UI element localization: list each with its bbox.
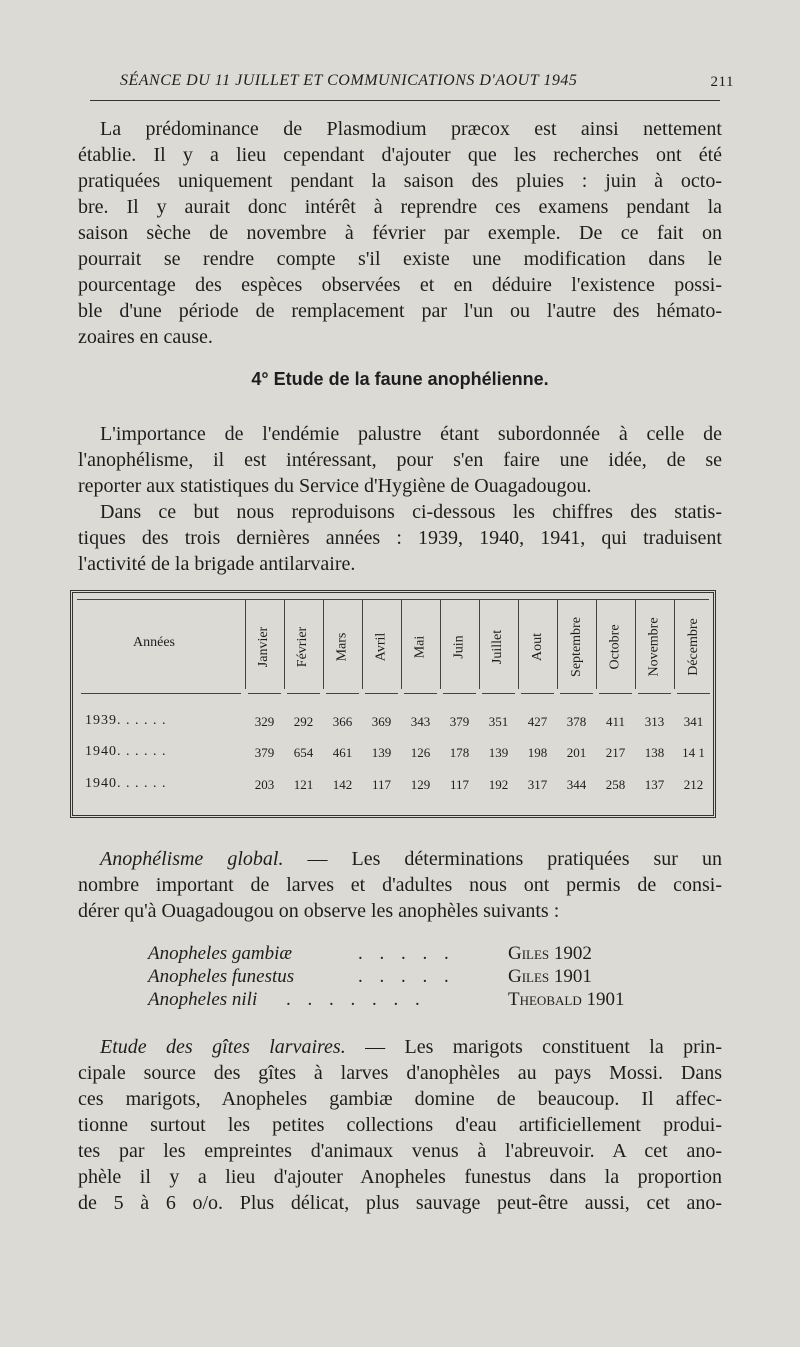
header-underline [287,693,320,694]
header-rule [90,100,720,101]
text-line: établie. Il y a lieu cependant d'ajouter que les recherches ont été [78,144,722,166]
table-cell: 366 [332,714,353,729]
table-cell: 369 [371,714,392,729]
species-name: Anopheles gambiæ [148,943,293,964]
species-name: Anopheles funestus [148,966,295,987]
table-cell: 378 [566,714,587,729]
table-cell: 317 [527,777,548,792]
table-cell: 379 [254,745,275,760]
text-line: pratiquées uniquement pendant la saison des pluies : juin à octo- [78,170,722,192]
table-cell: 292 [293,714,314,729]
text-line: l'anophélisme, il est intéressant, pour s'en faire une idée, de se [78,449,722,471]
section-title: 4° Etude de la faune anophélienne. [251,369,549,389]
column-header-label: Mai [412,635,428,659]
column-header-label: Juin [451,635,467,659]
header-underline [638,693,671,694]
paragraph-3 [78,846,722,924]
column-header [636,607,673,687]
header-underline [482,693,515,694]
species-author: Giles 1901 [508,966,592,987]
text-line [78,846,722,872]
page-number: 211 [710,74,734,90]
header-underline [365,693,398,694]
column-header [402,607,439,687]
running-title: SÉANCE DU 11 JUILLET ET COMMUNICATIONS D'AOUT 1945 [120,72,578,89]
table-cell: 126 [410,745,431,760]
list-item [148,988,668,1011]
text-line: reporter aux statistiques du Service d'Hygiène de Ouagadougou. [78,475,592,497]
column-header [363,607,400,687]
table-cell: 341 [683,714,704,729]
table-row-label: 1940. . . . . . [85,744,167,759]
table-cell: 351 [488,714,509,729]
table-cell: 14 1 [682,745,705,760]
species-author: Giles 1902 [508,943,592,964]
table-top-rule [77,599,709,600]
table-cell: 212 [683,777,704,792]
table-cell: 139 [488,745,509,760]
header-underline [81,693,241,694]
text-line: phèle il y a lieu d'ajouter Anopheles funestus dans la proportion [78,1166,722,1188]
text-line [78,1034,722,1060]
text-line: saison sèche de novembre à février par exemple. De ce fait on [78,222,722,244]
text-fragment: — Les marigots constituent la prin- [345,1036,722,1058]
text-line: pourcentage des espèces observées et en déduire l'existence possi- [78,274,722,296]
table-cell: 203 [254,777,275,792]
table-cell: 117 [371,777,392,792]
table-cell: 654 [293,745,314,760]
table-cell: 117 [449,777,470,792]
column-header [285,607,322,687]
header-underline [248,693,281,694]
list-item [148,965,668,988]
text-line: de 5 à 6 o/o. Plus délicat, plus sauvage peut-être aussi, cet ano- [78,1192,722,1214]
text-fragment: — Les déterminations pratiquées sur un [283,848,722,870]
table-cell: 344 [566,777,587,792]
table-cell: 461 [332,745,353,760]
table-cell: 198 [527,745,548,760]
leader-dots: . . . . . . . [286,989,426,1010]
table-cell: 258 [605,777,626,792]
table-cell: 139 [371,745,392,760]
header-underline [326,693,359,694]
header-underline [521,693,554,694]
table-cell: 329 [254,714,275,729]
column-header-label: Décembre [685,618,701,676]
paragraph-lead: Etude des gîtes larvaires. [100,1036,346,1058]
statistics-table [70,590,716,818]
table-cell: 192 [488,777,509,792]
column-header-label: Février [295,626,311,668]
text-line: nombre important de larves et d'adultes nous ont permis de consi- [78,874,722,896]
text-line: tes par les empreintes d'animaux venus à l'abreuvoir. A cet ano- [78,1140,722,1162]
column-header [246,607,283,687]
species-list [148,942,668,1011]
header-underline [677,693,710,694]
header-underline [443,693,476,694]
table-cell: 313 [644,714,665,729]
paragraph-2 [78,421,722,577]
table-cell: 142 [332,777,353,792]
text-line: La prédominance de Plasmodium præcox est ainsi nettement [100,118,722,140]
column-header-label: Septembre [568,617,584,677]
table-row-header: Années [133,635,175,650]
table-row-label: 1940. . . . . . [85,776,167,791]
column-header-label: Octobre [607,624,623,670]
table-grid [73,593,713,815]
leader-dots: . . . . . [358,943,455,964]
text-line: Dans ce but nous reproduisons ci-dessous les chiffres des statis- [100,501,722,523]
header-underline [404,693,437,694]
column-header [675,607,712,687]
table-cell: 137 [644,777,665,792]
column-header [519,607,556,687]
paragraph-4 [78,1034,722,1216]
column-header [441,607,478,687]
table-cell: 121 [293,777,314,792]
table-cell: 411 [605,714,626,729]
table-cell: 178 [449,745,470,760]
column-header [597,607,634,687]
column-header-label: Janvier [256,626,272,668]
text-line: pourrait se rendre compte s'il existe une modification dans le [78,248,722,270]
column-header-label: Aout [529,633,545,661]
text-line: tionne surtout les petites collections d'eau artificiellement produi- [78,1114,722,1136]
paragraph-1 [78,116,722,350]
table-cell: 427 [527,714,548,729]
species-name: Anopheles nili [148,989,258,1010]
text-line: ces marigots, Anopheles gambiæ domine de beaucoup. Il affec- [78,1088,722,1110]
header-underline [560,693,593,694]
text-line: dérer qu'à Ouagadougou on observe les anophèles suivants : [78,900,560,922]
header-underline [599,693,632,694]
column-header-label: Mars [334,632,350,662]
table-cell: 343 [410,714,431,729]
table-row-label: 1939. . . . . . [85,713,167,728]
text-line: l'activité de la brigade antilarvaire. [78,553,356,575]
text-line: cipale source des gîtes à larves d'anophèles au pays Mossi. Dans [78,1062,722,1084]
text-line: bre. Il y aurait donc intérêt à reprendre ces examens pendant la [78,196,722,218]
species-author: Theobald 1901 [508,989,625,1010]
table-cell: 201 [566,745,587,760]
column-header [558,607,595,687]
text-line: ble d'une période de remplacement par l'un ou l'autre des hémato- [78,300,722,322]
column-header [480,607,517,687]
text-line: tiques des trois dernières années : 1939, 1940, 1941, qui traduisent [78,527,722,549]
text-line: L'importance de l'endémie palustre étant subordonnée à celle de [100,423,722,445]
table-cell: 129 [410,777,431,792]
table-cell: 217 [605,745,626,760]
column-header-label: Avril [373,632,389,662]
leader-dots: . . . . . [358,966,455,987]
list-item [148,942,668,965]
table-cell: 379 [449,714,470,729]
table-cell: 138 [644,745,665,760]
column-header-label: Juillet [490,629,506,665]
column-header-label: Novembre [646,617,662,677]
text-line: zoaires en cause. [78,326,213,348]
column-header [324,607,361,687]
paragraph-lead: Anophélisme global. [100,848,284,870]
